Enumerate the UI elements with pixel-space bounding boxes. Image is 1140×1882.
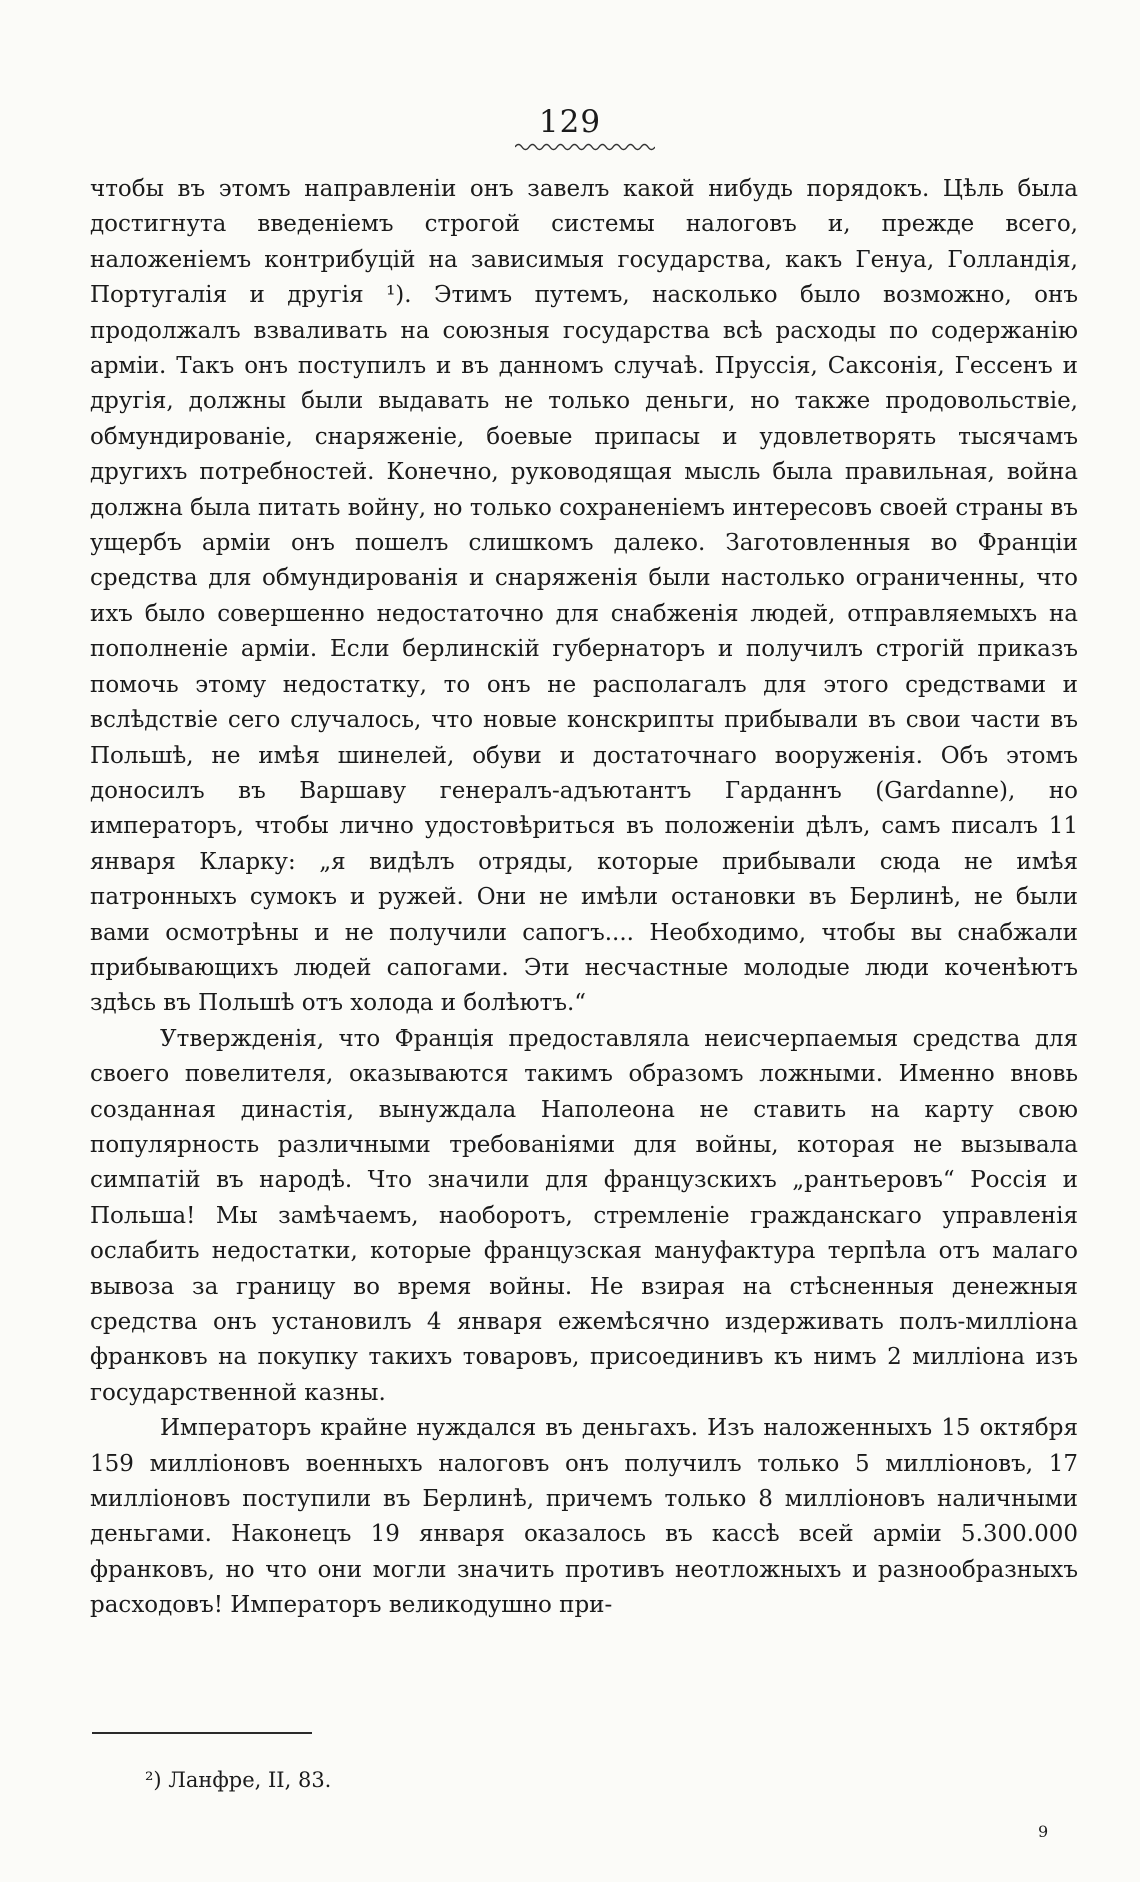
page-number: 129 — [538, 104, 602, 140]
footnote-marker: ²) — [145, 1768, 162, 1792]
signature-mark: 9 — [1038, 1822, 1049, 1841]
page-number-ornament — [515, 142, 655, 152]
footnote-divider — [92, 1732, 312, 1734]
body-text — [90, 172, 1078, 1624]
paragraph-1: чтобы въ этомъ направленіи онъ завелъ какой нибудь порядокъ. Цѣль была достигнута введеніемъ строгой системы налоговъ и, прежде всего, наложеніемъ контрибуцій на зависимыя государства, какъ Генуа, Голландія, Португалія и другія ¹). Этимъ путемъ, насколько было возможно, онъ продолжалъ взваливать на союзныя государства всѣ расходы по содержанію арміи. Такъ онъ поступилъ и въ данномъ случаѣ. Пруссія, Саксонія, Гессенъ и другія, должны были выдавать не только деньги, но также продовольствіе, обмундированіе, снаряженіе, боевые припасы и удовлетворять тысячамъ другихъ потребностей. Конечно, руководящая мысль была правильная, война должна была питать войну, но только сохраненіемъ интересовъ своей страны въ ущербъ арміи онъ пошелъ слишкомъ далеко. Заготовленныя во Франціи средства для обмундированія и снаряженія были настолько ограниченны, что ихъ было совершенно недостаточно для снабженія людей, отправляемыхъ на пополненіе арміи. Если берлинскій губернаторъ и получилъ строгій приказъ помочь этому недостатку, то онъ не располагалъ для этого средствами и вслѣдствіе сего случалось, что новые конскрипты прибывали въ свои части въ Польшѣ, не имѣя шинелей, обуви и достаточнаго вооруженія. Объ этомъ доносилъ въ Варшаву генералъ-адъютантъ Гарданнъ (Gardanne), но императоръ, чтобы лично удостовѣриться въ положеніи дѣлъ, самъ писалъ 11 января Кларку: „я видѣлъ отряды, которые прибывали сюда не имѣя патронныхъ сумокъ и ружей. Они не имѣли остановки въ Берлинѣ, не были вами осмотрѣны и не получили сапогъ.... Необходимо, чтобы вы снабжали прибывающихъ людей сапогами. Эти несчастные молодые люди коченѣютъ здѣсь въ Польшѣ отъ холода и болѣютъ.“ — [90, 176, 1078, 1017]
footnote — [145, 1768, 331, 1792]
paragraph-3: Императоръ крайне нуждался въ деньгахъ. Изъ наложенныхъ 15 октября 159 милліоновъ военныхъ налоговъ онъ получилъ только 5 милліоновъ, 17 милліоновъ поступили въ Берлинѣ, причемъ только 8 милліоновъ наличными деньгами. Наконецъ 19 января оказалось въ кассѣ всей арміи 5.300.000 франковъ, но что они могли значить противъ неотложныхъ и разнообразныхъ расходовъ! Императоръ великодушно при- — [90, 1415, 1078, 1619]
paragraph-2: Утвержденія, что Франція предоставляла неисчерпаемыя средства для своего повелителя, оказываются такимъ образомъ ложными. Именно вновь созданная династія, вынуждала Наполеона не ставить на карту свою популярность различными требованіями для войны, которая не вызывала симпатій въ народѣ. Что значили для французскихъ „рантьеровъ“ Россія и Польша! Мы замѣчаемъ, наоборотъ, стремленіе гражданскаго управленія ослабить недостатки, которые французская мануфактура терпѣла отъ малаго вывоза за границу во время войны. Не взирая на стѣсненныя денежныя средства онъ установилъ 4 января ежемѣсячно издерживать полъ-милліона франковъ на покупку такихъ товаровъ, присоединивъ къ нимъ 2 милліона изъ государственной казны. — [90, 1025, 1078, 1406]
footnote-text: Ланфре, II, 83. — [168, 1768, 332, 1792]
